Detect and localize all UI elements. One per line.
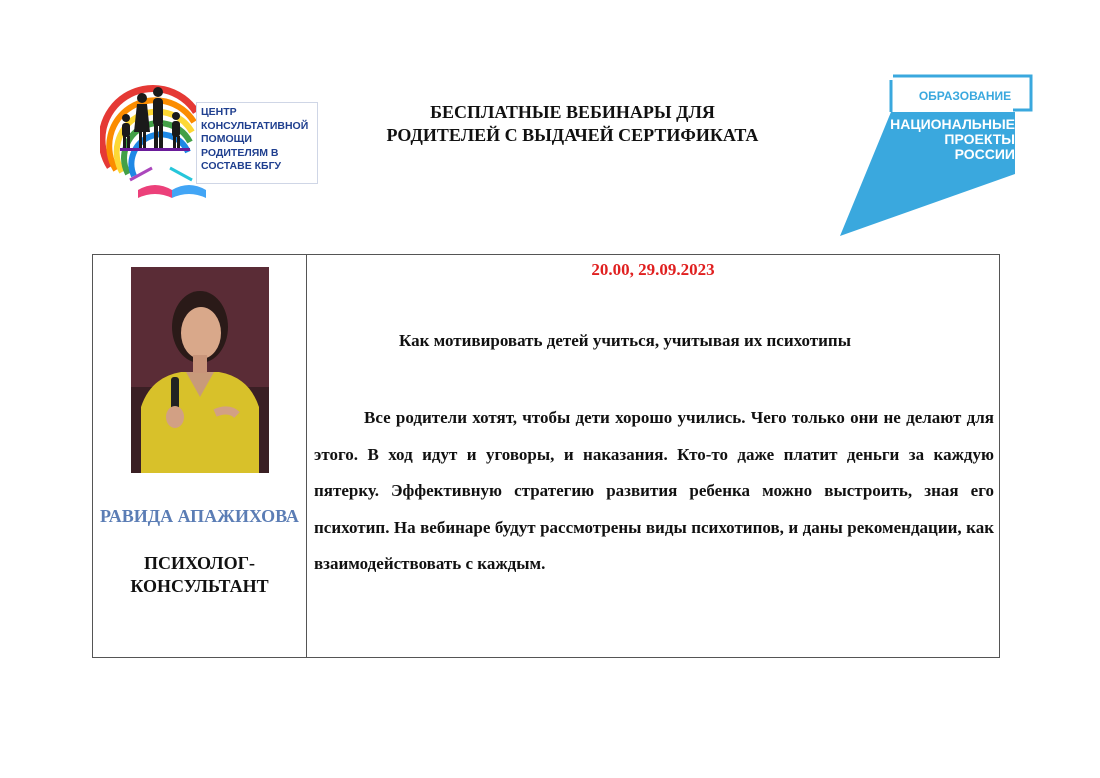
national-projects-label: НАЦИОНАЛЬНЫЕ ПРОЕКТЫ РОССИИ (890, 116, 1015, 162)
speaker-photo (131, 267, 269, 473)
webinar-card (92, 254, 1000, 658)
page-title: БЕСПЛАТНЫЕ ВЕБИНАРЫ ДЛЯ РОДИТЕЛЕЙ С ВЫДАЧЕЙ СЕРТИФИКАТА (386, 102, 759, 145)
consulting-center-logo (100, 72, 320, 212)
webinar-datetime: 20.00, 29.09.2023 (591, 260, 715, 279)
national-projects-logo (835, 74, 1035, 239)
speaker-name: РАВИДА АПАЖИХОВА (100, 506, 299, 526)
center-name-label: ЦЕНТР КОНСУЛЬТАТИВНОЙ ПОМОЩИ РОДИТЕЛЯМ В СОСТАВЕ КБГУ (196, 102, 318, 184)
speaker-cell (93, 255, 307, 658)
speaker-role: ПСИХОЛОГ-КОНСУЛЬТАНТ (130, 553, 269, 596)
education-label: ОБРАЗОВАНИЕ (918, 89, 1012, 103)
webinar-description: Все родители хотят, чтобы дети хорошо учились. Чего только они не делают для этого. В ход идут и уговоры, и наказания. Кто-то даже платит деньги за каждую пятерку. Эффективную стратегию развития ребенка можно выстроить, зная его психотип. На вебинаре будут рассмотрены виды психотипов, и даны рекомендации, как взаимодействовать с каждым. (314, 408, 994, 573)
webinar-info-cell (307, 255, 1000, 658)
family-rainbow-icon (100, 72, 210, 212)
webinar-topic: Как мотивировать детей учиться, учитывая их психотипы (399, 331, 851, 350)
